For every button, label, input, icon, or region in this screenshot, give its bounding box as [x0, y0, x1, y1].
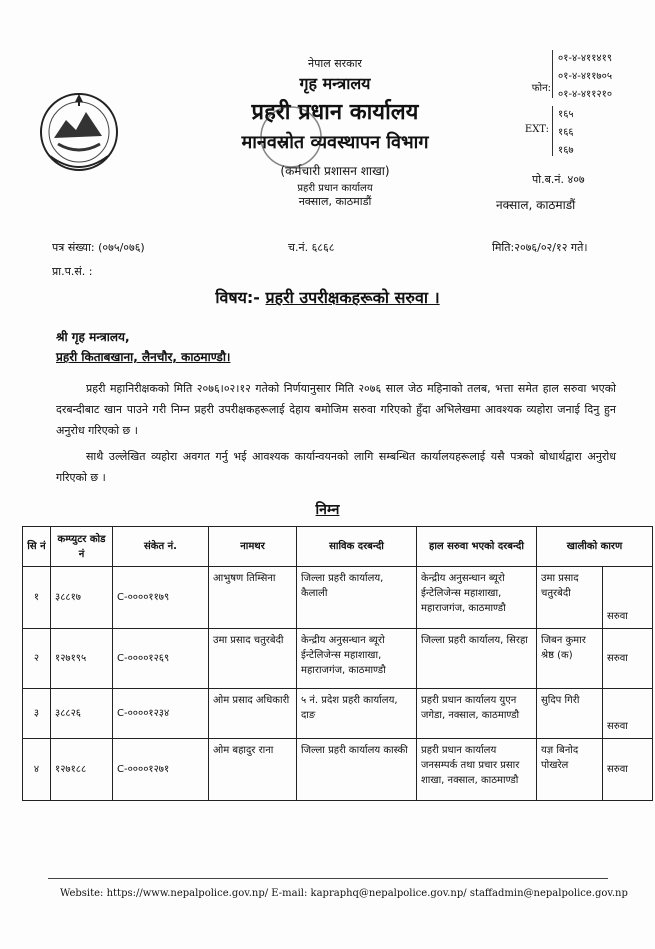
recipient-line1: श्री गृह मन्त्रालय,	[56, 330, 130, 344]
cell-new-post: केन्द्रीय अनुसन्धान ब्यूरो ईन्टेलिजेन्स महाशाखा, महाराजगंज, काठमाण्डौ	[417, 567, 537, 629]
header-sn: सि नं	[23, 527, 51, 567]
cell-sn: ३	[23, 689, 51, 739]
cell-name: उमा प्रसाद चतुरबेदी	[209, 629, 297, 689]
footer-contact: Website: https://www.nepalpolice.gov.np/ E-mail: kapraphq@nepalpolice.gov.np/ staffadmin@nepalpolice.gov.np	[60, 888, 628, 899]
phone-label: फोन:	[531, 83, 551, 94]
cell-sanket: C-००००१२६९	[113, 629, 209, 689]
department-title: मानवस्रोत व्यवस्थापन विभाग	[241, 132, 429, 153]
location-label: नक्साल, काठमाडौं	[298, 195, 372, 208]
ext-bracket	[552, 106, 555, 156]
po-box: पो.ब.नं. ४०७	[532, 173, 585, 186]
cell-reason-name: सुदिप गिरी	[537, 689, 603, 739]
cell-prev-post: जिल्ला प्रहरी कार्यालय कास्की	[297, 739, 417, 801]
phone-bracket	[552, 50, 555, 98]
footer-divider	[48, 878, 608, 879]
table-row	[23, 629, 653, 689]
letter-number: पत्र संख्या: (०७५/०७६)	[52, 241, 145, 254]
letter-date: मिति:२०७६/०२/१२ गते।	[492, 241, 588, 254]
cell-reason: सरुवा	[603, 689, 653, 739]
header-sanket: संकेत नं.	[113, 527, 209, 567]
address-label: नक्साल, काठमाडौं	[496, 198, 576, 212]
cell-reason: सरुवा	[603, 739, 653, 801]
cell-new-post: प्रहरी प्रधान कार्यालय जनसम्पर्क तथा प्रचार प्रसार शाखा, नक्साल, काठमाण्डौ	[417, 739, 537, 801]
cell-prev-post: केन्द्रीय अनुसन्धान ब्यूरो ईन्टेलिजेन्स महाशाखा, महाराजगंज, काठमाण्डौ	[297, 629, 417, 689]
subject-label: विषय:-	[215, 288, 260, 307]
ext-number: १६७	[558, 145, 574, 156]
nepal-emblem-icon	[36, 86, 122, 178]
header-new-post: हाल सरुवा भएको दरबन्दी	[417, 527, 537, 567]
cell-reason-name: उमा प्रसाद चतुरबेदी	[537, 567, 603, 629]
stamp-text: प्रहरी प्रधान कार्यालय	[297, 183, 373, 194]
cell-code: ३८८२६	[51, 689, 113, 739]
cell-prev-post: जिल्ला प्रहरी कार्यालय, कैलाली	[297, 567, 417, 629]
cell-sanket: C-००००१२३४	[113, 689, 209, 739]
cell-name: ओम बहादुर राना	[209, 739, 297, 801]
ext-label: EXT:	[524, 124, 549, 135]
ministry-title: गृह मन्त्रालय	[299, 74, 371, 93]
ext-number: १६५	[558, 109, 574, 120]
phone-number: ०१-४-४११७०५	[558, 71, 613, 82]
cell-sanket: C-००००११७९	[113, 567, 209, 629]
cell-reason-name: जिबन कुमार श्रेष्ठ (क)	[537, 629, 603, 689]
branch-label: (कर्मचारी प्रशासन शाखा)	[280, 164, 390, 178]
cell-reason-name: यज्ञ बिनोद पोखरेल	[537, 739, 603, 801]
phone-list	[558, 50, 612, 104]
body-paragraph-1: प्रहरी महानिरीक्षकको मिति २०७६।०२।१२ गतेको निर्णयानुसार मिति २०७६ साल जेठ महिनाको तलब, भत्ता समेत हाल सरुवा भएको दरबन्दीबाट खान पाउने गरी निम्न प्रहरी उपरीक्षकहरूलाई देहाय बमोजिम सरुवा गरिएको हुँदा अभिलेखमा आवश्यक व्यहोरा जनाई दिनु हुन अनुरोध गरिएको छ ।	[56, 382, 616, 437]
header-code: कम्प्युटर कोड नं	[51, 527, 113, 567]
table-row	[23, 689, 653, 739]
cell-reason: सरुवा	[603, 629, 653, 689]
cell-code: १२७१९५	[51, 629, 113, 689]
dispatch-number: च.नं. ६८६८	[288, 241, 335, 254]
header-vacancy-reason: खालीको कारण	[537, 527, 653, 567]
table-row	[23, 739, 653, 801]
reference-number: प्रा.प.सं. :	[52, 265, 93, 278]
ext-list	[558, 106, 574, 160]
transfer-table	[22, 526, 653, 801]
gov-label: नेपाल सरकार	[308, 57, 362, 70]
cell-sanket: C-००००१२७१	[113, 739, 209, 801]
cell-name: ओम प्रसाद अधिकारी	[209, 689, 297, 739]
cell-sn: २	[23, 629, 51, 689]
ext-number: १६६	[558, 127, 574, 138]
body-paragraph-2: साथै उल्लेखित व्यहोरा अवगत गर्नु भई आवश्यक कार्यान्वयनको लागि सम्बन्धित कार्यालयहरूलाई यसै पत्रको बोधार्थद्वारा अनुरोध गरिएको छ ।	[56, 450, 616, 484]
subject-line	[0, 286, 655, 308]
table-row	[23, 567, 653, 629]
cell-new-post: प्रहरी प्रधान कार्यालय युएन जगेडा, नक्साल, काठमाण्डौ	[417, 689, 537, 739]
header-prev-post: साविक दरबन्दी	[297, 527, 417, 567]
recipient-line2: प्रहरी किताबखाना, लैनचौर, काठमाण्डौ।	[56, 350, 231, 364]
subject-text: प्रहरी उपरीक्षकहरूको सरुवा ।	[265, 288, 440, 307]
cell-code: १२७१८८	[51, 739, 113, 801]
phone-number: ०१-४-४११४१९	[558, 53, 613, 64]
cell-new-post: जिल्ला प्रहरी कार्यालय, सिरहा	[417, 629, 537, 689]
cell-name: आभुषण तिम्सिना	[209, 567, 297, 629]
cell-reason: सरुवा	[603, 567, 653, 629]
office-stamp	[258, 104, 324, 170]
phone-number: ०१-४-४११२१०	[558, 89, 613, 100]
cell-code: ३८८१७	[51, 567, 113, 629]
cell-prev-post: ५ नं. प्रदेश प्रहरी कार्यालय, दाङ	[297, 689, 417, 739]
cell-sn: १	[23, 567, 51, 629]
office-title: प्रहरी प्रधान कार्यालय	[251, 100, 419, 125]
cell-sn: ४	[23, 739, 51, 801]
table-caption: निम्न	[315, 502, 340, 518]
header-name: नामथर	[209, 527, 297, 567]
